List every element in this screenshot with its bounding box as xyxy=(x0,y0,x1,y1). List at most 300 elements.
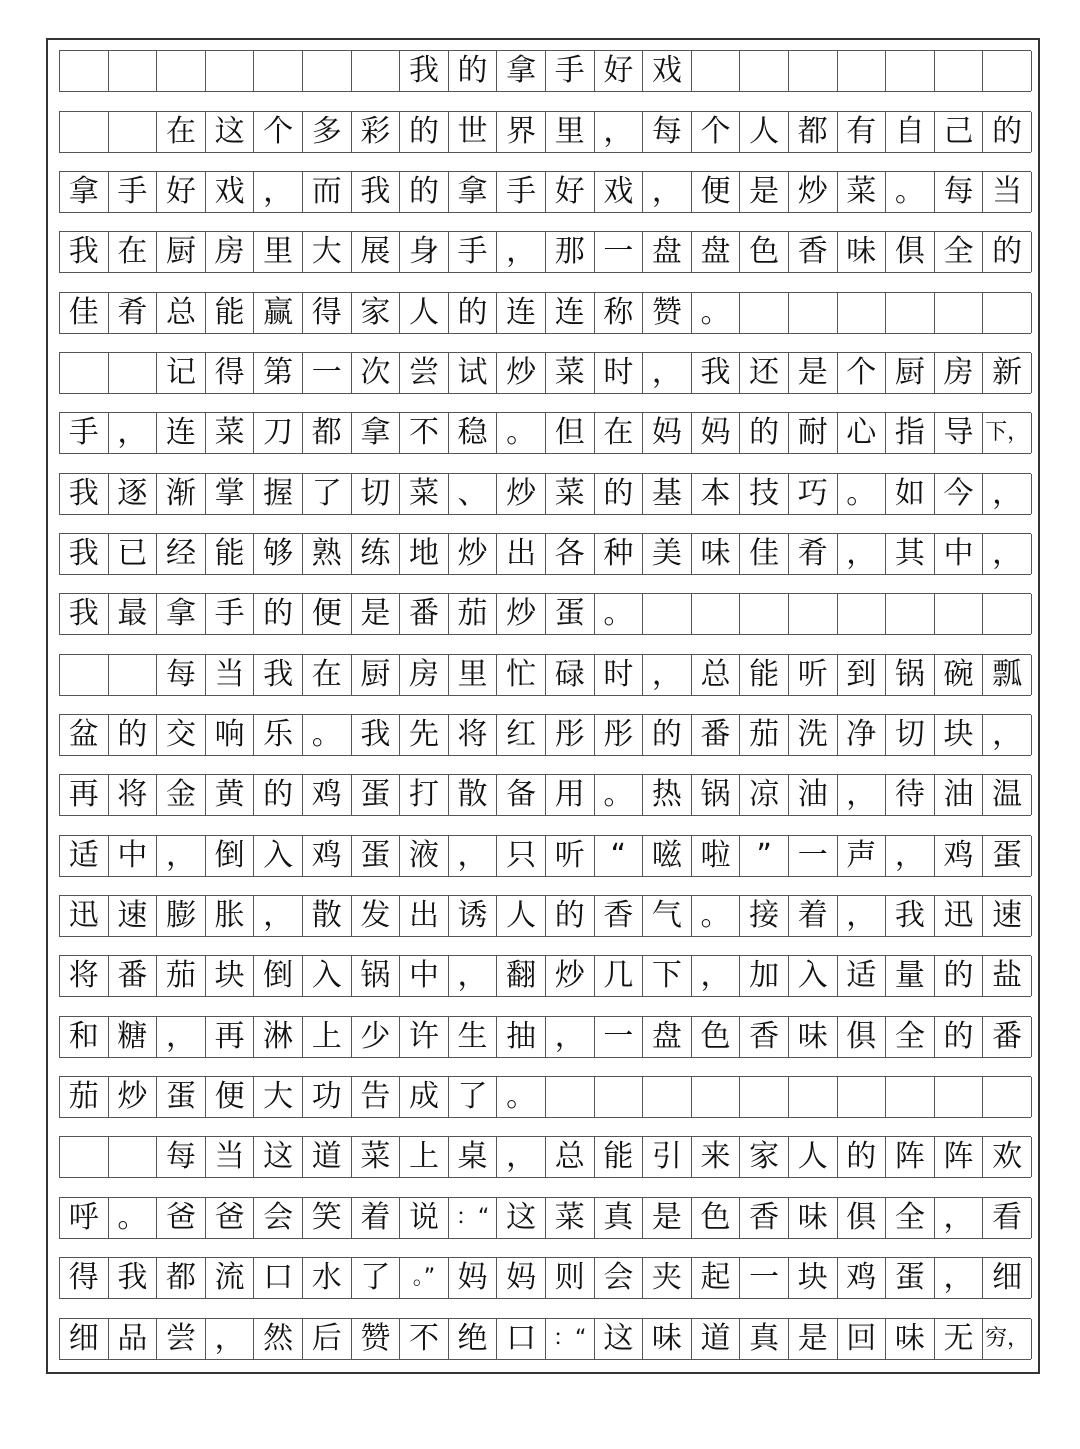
grid-cell: 能 xyxy=(740,655,789,695)
grid-cell: 盐 xyxy=(983,956,1032,996)
grid-cell: 瓢 xyxy=(983,655,1032,695)
grid-cell xyxy=(983,51,1032,91)
grid-cell: 量 xyxy=(886,956,935,996)
grid-cell xyxy=(643,594,692,634)
grid-cell: 蛋 xyxy=(352,775,401,815)
grid-cell: 全 xyxy=(886,1017,935,1057)
grid-cell: 记 xyxy=(157,353,206,393)
grid-cell: 中 xyxy=(109,836,158,876)
grid-cell: 能 xyxy=(206,534,255,574)
grid-cell: 是 xyxy=(789,1319,838,1359)
grid-cell xyxy=(157,51,206,91)
grid-cell: 俱 xyxy=(886,232,935,272)
grid-cell: 迅 xyxy=(935,896,984,936)
grid-cell: 出 xyxy=(497,534,546,574)
grid-cell: 适 xyxy=(60,836,109,876)
grid-cell: 将 xyxy=(60,956,109,996)
grid-cell: 抽 xyxy=(497,1017,546,1057)
grid-cell: ：“ xyxy=(449,1198,498,1238)
essay-grid-paper xyxy=(46,38,1040,1374)
grid-cell: 。” xyxy=(400,1258,449,1298)
grid-cell: 好 xyxy=(595,51,644,91)
grid-cell: 肴 xyxy=(789,534,838,574)
grid-cell xyxy=(60,112,109,152)
essay-line-row xyxy=(59,1076,1031,1118)
grid-cell: 戏 xyxy=(595,172,644,212)
essay-line-row xyxy=(59,1318,1031,1360)
grid-cell: 的 xyxy=(643,715,692,755)
grid-cell: 块 xyxy=(206,956,255,996)
grid-cell xyxy=(935,1077,984,1117)
grid-cell: 指 xyxy=(886,413,935,453)
grid-cell: 如 xyxy=(886,474,935,514)
grid-cell: 水 xyxy=(303,1258,352,1298)
essay-title-row xyxy=(59,50,1031,92)
grid-cell: 而 xyxy=(303,172,352,212)
grid-cell: 蛋 xyxy=(157,1077,206,1117)
grid-cell: 炒 xyxy=(789,172,838,212)
grid-cell: 碌 xyxy=(546,655,595,695)
grid-cell: 入 xyxy=(254,836,303,876)
grid-cell: 经 xyxy=(157,534,206,574)
grid-cell: 味 xyxy=(692,534,741,574)
grid-cell xyxy=(789,594,838,634)
grid-cell: 这 xyxy=(497,1198,546,1238)
essay-line-row xyxy=(59,231,1031,273)
grid-cell: 交 xyxy=(157,715,206,755)
essay-line-row xyxy=(59,714,1031,756)
grid-cell: 会 xyxy=(254,1198,303,1238)
grid-cell: 有 xyxy=(838,112,887,152)
essay-line-row xyxy=(59,111,1031,153)
grid-cell: 房 xyxy=(400,655,449,695)
grid-cell: 不 xyxy=(400,1319,449,1359)
grid-cell xyxy=(60,655,109,695)
grid-cell: 够 xyxy=(254,534,303,574)
grid-cell: 告 xyxy=(352,1077,401,1117)
grid-cell: 用 xyxy=(546,775,595,815)
grid-cell: 盘 xyxy=(643,1017,692,1057)
grid-cell: 尝 xyxy=(157,1319,206,1359)
grid-cell: 里 xyxy=(254,232,303,272)
grid-cell: 刀 xyxy=(254,413,303,453)
grid-cell xyxy=(595,1077,644,1117)
grid-cell xyxy=(935,51,984,91)
grid-cell: 美 xyxy=(643,534,692,574)
grid-cell xyxy=(740,293,789,333)
grid-cell: 厨 xyxy=(352,655,401,695)
grid-cell: 少 xyxy=(352,1017,401,1057)
grid-cell: 着 xyxy=(789,896,838,936)
grid-cell: 逐 xyxy=(109,474,158,514)
grid-cell xyxy=(740,594,789,634)
grid-cell: 戏 xyxy=(643,51,692,91)
grid-cell: ， xyxy=(595,112,644,152)
grid-cell: 妈 xyxy=(692,413,741,453)
grid-cell: 膨 xyxy=(157,896,206,936)
grid-cell: 握 xyxy=(254,474,303,514)
grid-cell: 无 xyxy=(935,1319,984,1359)
grid-cell xyxy=(109,1137,158,1177)
grid-cell: 渐 xyxy=(157,474,206,514)
grid-cell: 拿 xyxy=(497,51,546,91)
grid-cell: 。 xyxy=(595,594,644,634)
grid-cell: 家 xyxy=(352,293,401,333)
grid-cell: 每 xyxy=(157,655,206,695)
grid-cell: ， xyxy=(254,896,303,936)
grid-cell: 个 xyxy=(692,112,741,152)
grid-cell: 练 xyxy=(352,534,401,574)
grid-cell: 的 xyxy=(449,51,498,91)
grid-cell: 香 xyxy=(595,896,644,936)
grid-cell: 发 xyxy=(352,896,401,936)
grid-cell: 最 xyxy=(109,594,158,634)
grid-cell: ， xyxy=(983,534,1032,574)
grid-cell: 次 xyxy=(352,353,401,393)
grid-cell: 许 xyxy=(400,1017,449,1057)
grid-cell: 自 xyxy=(886,112,935,152)
grid-cell: 身 xyxy=(400,232,449,272)
grid-cell: 锅 xyxy=(692,775,741,815)
grid-cell xyxy=(838,51,887,91)
grid-cell: ” xyxy=(740,836,789,876)
grid-cell xyxy=(789,51,838,91)
grid-cell: 了 xyxy=(449,1077,498,1117)
grid-cell: 则 xyxy=(546,1258,595,1298)
grid-cell: 块 xyxy=(935,715,984,755)
grid-cell: 好 xyxy=(157,172,206,212)
grid-cell: ， xyxy=(206,1319,255,1359)
grid-cell xyxy=(886,594,935,634)
grid-cell: 油 xyxy=(935,775,984,815)
grid-cell: 再 xyxy=(206,1017,255,1057)
grid-cell: 下 xyxy=(643,956,692,996)
grid-cell: 黄 xyxy=(206,775,255,815)
grid-cell: ， xyxy=(254,172,303,212)
essay-line-row xyxy=(59,1136,1031,1178)
grid-cell: 呼 xyxy=(60,1198,109,1238)
grid-cell: 接 xyxy=(740,896,789,936)
grid-cell: 真 xyxy=(595,1198,644,1238)
grid-cell: 拿 xyxy=(352,413,401,453)
grid-cell: 菜 xyxy=(546,474,595,514)
grid-cell: 蛋 xyxy=(886,1258,935,1298)
grid-cell: 出 xyxy=(400,896,449,936)
grid-cell: 全 xyxy=(935,232,984,272)
grid-cell: 口 xyxy=(497,1319,546,1359)
grid-cell: 加 xyxy=(740,956,789,996)
grid-cell xyxy=(692,51,741,91)
grid-cell: 我 xyxy=(60,534,109,574)
grid-cell: 阵 xyxy=(935,1137,984,1177)
grid-cell: 蛋 xyxy=(983,836,1032,876)
grid-cell: 都 xyxy=(789,112,838,152)
grid-cell: 块 xyxy=(789,1258,838,1298)
grid-cell: 个 xyxy=(838,353,887,393)
grid-cell: 看 xyxy=(983,1198,1032,1238)
grid-cell: 连 xyxy=(546,293,595,333)
grid-cell: 。 xyxy=(109,1198,158,1238)
grid-cell: 鸡 xyxy=(935,836,984,876)
grid-cell: 适 xyxy=(838,956,887,996)
grid-cell: 这 xyxy=(595,1319,644,1359)
grid-cell: 还 xyxy=(740,353,789,393)
grid-cell xyxy=(109,112,158,152)
grid-cell: ， xyxy=(983,474,1032,514)
grid-cell: 的 xyxy=(740,413,789,453)
grid-cell: 道 xyxy=(303,1137,352,1177)
grid-cell xyxy=(740,51,789,91)
grid-cell: 人 xyxy=(497,896,546,936)
grid-cell: 的 xyxy=(935,956,984,996)
grid-cell: 到 xyxy=(838,655,887,695)
grid-cell xyxy=(60,51,109,91)
grid-cell: 忙 xyxy=(497,655,546,695)
grid-cell: 。 xyxy=(497,1077,546,1117)
grid-cell: 在 xyxy=(157,112,206,152)
grid-cell: ， xyxy=(449,956,498,996)
grid-cell: 佳 xyxy=(60,293,109,333)
grid-cell: 我 xyxy=(352,172,401,212)
grid-cell: 细 xyxy=(983,1258,1032,1298)
grid-cell: 着 xyxy=(352,1198,401,1238)
grid-cell: 能 xyxy=(206,293,255,333)
grid-cell: 流 xyxy=(206,1258,255,1298)
grid-cell: 只 xyxy=(497,836,546,876)
grid-cell: 但 xyxy=(546,413,595,453)
grid-cell: 听 xyxy=(546,836,595,876)
grid-cell: 稳 xyxy=(449,413,498,453)
grid-cell: 来 xyxy=(692,1137,741,1177)
grid-cell: 在 xyxy=(595,413,644,453)
grid-cell: 阵 xyxy=(886,1137,935,1177)
grid-cell: 这 xyxy=(206,112,255,152)
grid-cell: 地 xyxy=(400,534,449,574)
grid-cell: 打 xyxy=(400,775,449,815)
grid-cell: 倒 xyxy=(206,836,255,876)
grid-cell xyxy=(109,353,158,393)
grid-cell: 时 xyxy=(595,353,644,393)
grid-cell: 夹 xyxy=(643,1258,692,1298)
grid-cell: 香 xyxy=(789,232,838,272)
grid-cell: “ xyxy=(595,836,644,876)
grid-cell: 菜 xyxy=(206,413,255,453)
grid-cell: 拿 xyxy=(449,172,498,212)
essay-line-row xyxy=(59,654,1031,696)
grid-cell: 炒 xyxy=(497,474,546,514)
grid-cell: 先 xyxy=(400,715,449,755)
grid-cell: 都 xyxy=(303,413,352,453)
grid-cell: 总 xyxy=(157,293,206,333)
grid-cell: 厨 xyxy=(157,232,206,272)
grid-cell: 味 xyxy=(838,232,887,272)
grid-cell: 人 xyxy=(789,1137,838,1177)
grid-cell: 巧 xyxy=(789,474,838,514)
essay-line-row xyxy=(59,955,1031,997)
grid-cell: 的 xyxy=(595,474,644,514)
grid-cell xyxy=(740,1077,789,1117)
grid-cell: 了 xyxy=(352,1258,401,1298)
grid-cell xyxy=(838,1077,887,1117)
grid-cell: 色 xyxy=(692,1198,741,1238)
grid-cell: 功 xyxy=(303,1077,352,1117)
grid-cell: ， xyxy=(935,1258,984,1298)
grid-cell: 番 xyxy=(109,956,158,996)
grid-cell: 大 xyxy=(303,232,352,272)
grid-cell: 香 xyxy=(740,1198,789,1238)
essay-line-row xyxy=(59,895,1031,937)
grid-cell: 下， xyxy=(983,413,1032,453)
grid-cell: 便 xyxy=(303,594,352,634)
grid-cell xyxy=(546,1077,595,1117)
grid-cell: 的 xyxy=(254,775,303,815)
grid-cell: 说 xyxy=(400,1198,449,1238)
grid-cell: 品 xyxy=(109,1319,158,1359)
grid-cell: 连 xyxy=(157,413,206,453)
grid-cell: 淋 xyxy=(254,1017,303,1057)
grid-cell xyxy=(886,51,935,91)
grid-cell: 炒 xyxy=(449,534,498,574)
grid-cell xyxy=(303,51,352,91)
grid-cell: 凉 xyxy=(740,775,789,815)
grid-cell: 房 xyxy=(935,353,984,393)
grid-cell: ， xyxy=(157,1017,206,1057)
grid-cell: 翻 xyxy=(497,956,546,996)
grid-cell: 好 xyxy=(546,172,595,212)
grid-cell: 拿 xyxy=(157,594,206,634)
essay-line-row xyxy=(59,1257,1031,1299)
grid-cell: 茄 xyxy=(60,1077,109,1117)
grid-cell: 炒 xyxy=(546,956,595,996)
grid-cell: 妈 xyxy=(449,1258,498,1298)
grid-cell: 真 xyxy=(740,1319,789,1359)
grid-cell: 每 xyxy=(935,172,984,212)
grid-cell: 我 xyxy=(352,715,401,755)
grid-cell: 气 xyxy=(643,896,692,936)
grid-cell: 。 xyxy=(886,172,935,212)
grid-cell: 时 xyxy=(595,655,644,695)
grid-cell: 房 xyxy=(206,232,255,272)
grid-cell: 中 xyxy=(400,956,449,996)
grid-cell: 爸 xyxy=(157,1198,206,1238)
grid-cell: 爸 xyxy=(206,1198,255,1238)
grid-cell: 。 xyxy=(303,715,352,755)
grid-cell: 入 xyxy=(303,956,352,996)
grid-cell: 香 xyxy=(740,1017,789,1057)
grid-cell xyxy=(789,1077,838,1117)
essay-line-row xyxy=(59,412,1031,454)
essay-line-row xyxy=(59,533,1031,575)
grid-cell: 将 xyxy=(109,775,158,815)
grid-cell: 味 xyxy=(886,1319,935,1359)
grid-cell: 当 xyxy=(206,655,255,695)
grid-cell: 速 xyxy=(109,896,158,936)
grid-cell: 是 xyxy=(740,172,789,212)
grid-cell: 蛋 xyxy=(546,594,595,634)
grid-cell: ， xyxy=(109,413,158,453)
grid-cell: 的 xyxy=(400,172,449,212)
grid-cell: 称 xyxy=(595,293,644,333)
grid-cell: ， xyxy=(886,836,935,876)
grid-cell xyxy=(109,51,158,91)
grid-cell: 响 xyxy=(206,715,255,755)
grid-cell: 鸡 xyxy=(838,1258,887,1298)
grid-cell xyxy=(109,655,158,695)
grid-cell: 的 xyxy=(449,293,498,333)
grid-cell: 的 xyxy=(983,232,1032,272)
grid-cell: 再 xyxy=(60,775,109,815)
grid-cell: 里 xyxy=(546,112,595,152)
grid-cell: 新 xyxy=(983,353,1032,393)
grid-cell: 肴 xyxy=(109,293,158,333)
grid-cell: 其 xyxy=(886,534,935,574)
grid-cell: ：“ xyxy=(546,1319,595,1359)
grid-cell: 液 xyxy=(400,836,449,876)
grid-cell: 的 xyxy=(109,715,158,755)
grid-cell: 菜 xyxy=(546,1198,595,1238)
grid-cell: 乐 xyxy=(254,715,303,755)
essay-line-row xyxy=(59,774,1031,816)
grid-cell: 赞 xyxy=(352,1319,401,1359)
grid-cell: 上 xyxy=(400,1137,449,1177)
grid-cell xyxy=(935,594,984,634)
grid-cell: 红 xyxy=(497,715,546,755)
grid-cell: 每 xyxy=(643,112,692,152)
grid-cell: 口 xyxy=(254,1258,303,1298)
grid-cell xyxy=(692,1077,741,1117)
grid-cell: 我 xyxy=(60,474,109,514)
grid-cell: 炒 xyxy=(497,353,546,393)
grid-cell: 。 xyxy=(692,896,741,936)
grid-cell: 鸡 xyxy=(303,775,352,815)
grid-cell: 一 xyxy=(740,1258,789,1298)
grid-cell: 妈 xyxy=(497,1258,546,1298)
grid-cell: 、 xyxy=(449,474,498,514)
grid-cell: 一 xyxy=(595,232,644,272)
grid-cell xyxy=(692,594,741,634)
grid-cell: 本 xyxy=(692,474,741,514)
grid-cell: 己 xyxy=(935,112,984,152)
grid-cell: 一 xyxy=(595,1017,644,1057)
grid-cell: 世 xyxy=(449,112,498,152)
grid-cell: 当 xyxy=(206,1137,255,1177)
grid-cell: 里 xyxy=(449,655,498,695)
grid-cell: 我 xyxy=(400,51,449,91)
grid-cell: ， xyxy=(838,775,887,815)
grid-cell: 在 xyxy=(303,655,352,695)
grid-cell: ， xyxy=(643,172,692,212)
grid-cell: 拿 xyxy=(60,172,109,212)
grid-cell: 锅 xyxy=(886,655,935,695)
grid-cell: 的 xyxy=(838,1137,887,1177)
grid-cell: 赢 xyxy=(254,293,303,333)
grid-cell: 番 xyxy=(400,594,449,634)
grid-cell: 心 xyxy=(838,413,887,453)
grid-cell: 菜 xyxy=(546,353,595,393)
grid-cell: 。 xyxy=(692,293,741,333)
grid-cell: 穷， xyxy=(983,1319,1032,1359)
grid-cell: 种 xyxy=(595,534,644,574)
grid-cell: 总 xyxy=(546,1137,595,1177)
grid-cell: 试 xyxy=(449,353,498,393)
grid-cell: 厨 xyxy=(886,353,935,393)
grid-cell: 能 xyxy=(595,1137,644,1177)
grid-cell: ， xyxy=(643,655,692,695)
grid-cell xyxy=(254,51,303,91)
grid-cell: 不 xyxy=(400,413,449,453)
grid-cell: 手 xyxy=(206,594,255,634)
grid-cell: 胀 xyxy=(206,896,255,936)
